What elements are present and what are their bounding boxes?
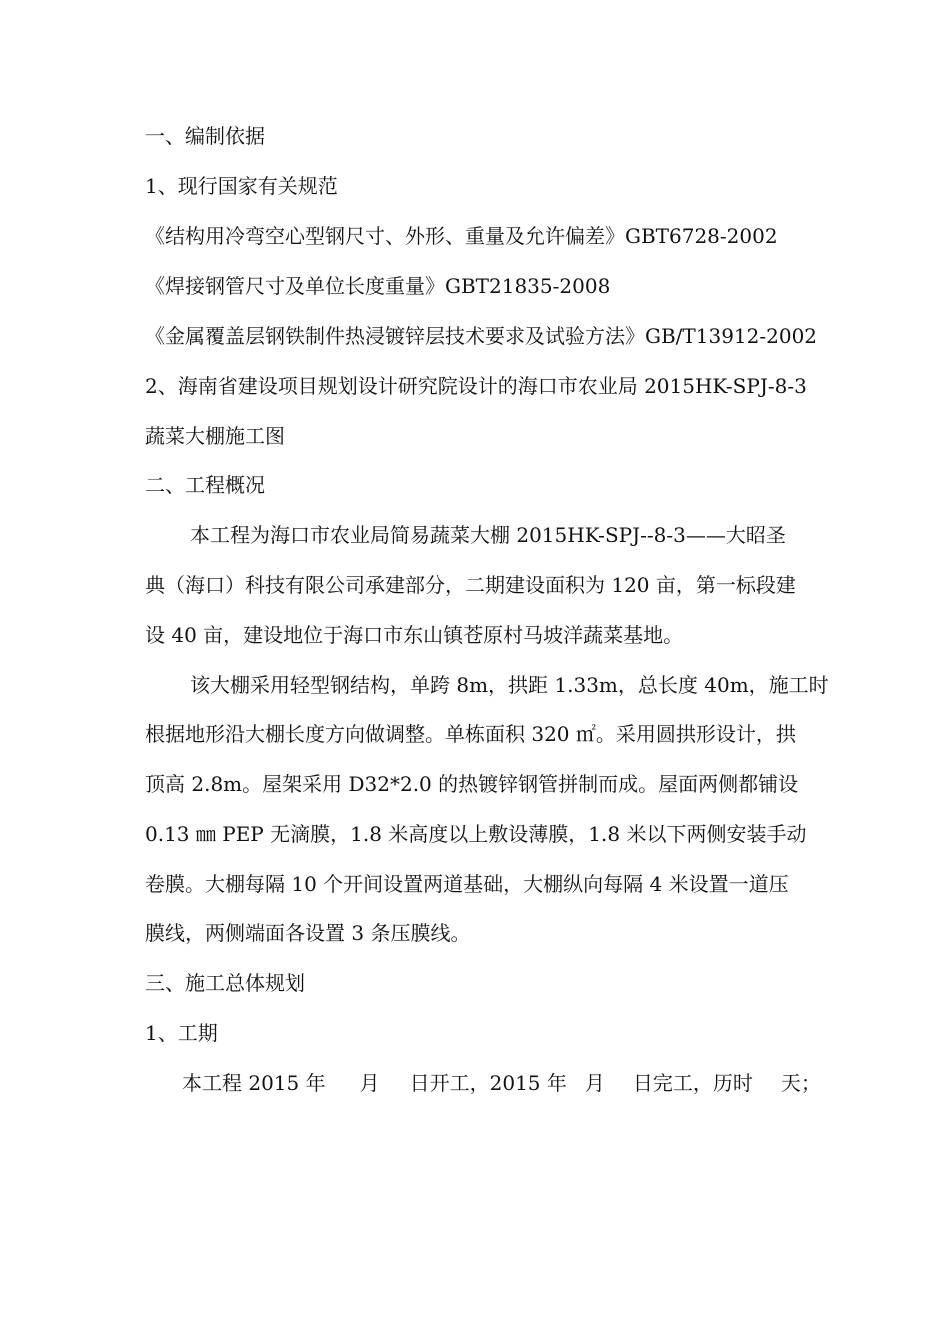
- heading-project-overview: 二、工程概况: [145, 473, 265, 497]
- paragraph-line: 卷膜。大棚每隔 10 个开间设置两道基础，大棚纵向每隔 4 米设置一道压: [145, 872, 789, 896]
- schedule-line: [182, 1070, 821, 1096]
- paragraph-line: 根据地形沿大棚长度方向做调整。单栋面积 320 ㎡。采用圆拱形设计，拱: [145, 722, 796, 746]
- subheading-national-codes: 1、现行国家有关规范: [145, 174, 338, 198]
- heading-construction-planning: 三、施工总体规划: [145, 971, 305, 995]
- schedule-start-day: 日开工，2015 年: [409, 1071, 567, 1095]
- standard-ref-gbt13912: 《金属覆盖层钢铁制件热浸镀锌层技术要求及试验方法》GB/T13912-2002: [145, 324, 818, 348]
- paragraph-line: 0.13 ㎜ PEP 无滴膜，1.8 米高度以上敷设薄膜，1.8 米以下两侧安装手动: [145, 822, 807, 846]
- paragraph-line: 本工程为海口市农业局简易蔬菜大棚 2015HK-SPJ--8-3——大昭圣: [190, 523, 786, 547]
- paragraph-line: 顶高 2.8m。屋架采用 D32*2.0 的热镀锌钢管拼制而成。屋面两侧都铺设: [145, 772, 799, 796]
- schedule-end-month: 月: [584, 1071, 605, 1095]
- schedule-start-year: 本工程 2015 年: [182, 1071, 326, 1095]
- schedule-start-month: 月: [359, 1071, 380, 1095]
- subheading-schedule: 1、工期: [145, 1021, 218, 1045]
- schedule-duration: 天；: [780, 1071, 821, 1095]
- paragraph-line: 典（海口）科技有限公司承建部分，二期建设面积为 120 亩，第一标段建: [145, 573, 796, 597]
- paragraph-line: 设 40 亩，建设地位于海口市东山镇苍原村马坡洋蔬菜基地。: [145, 623, 684, 647]
- standard-ref-gbt21835: 《焊接钢管尺寸及单位长度重量》GBT21835-2008: [145, 274, 611, 298]
- paragraph-line: 该大棚采用轻型钢结构，单跨 8m，拱距 1.33m，总长度 40m，施工时: [190, 673, 829, 697]
- subheading-design-drawings-cont: 蔬菜大棚施工图: [145, 424, 285, 448]
- schedule-end-day: 日完工，历时: [632, 1071, 753, 1095]
- paragraph-line: 膜线，两侧端面各设置 3 条压膜线。: [145, 921, 471, 945]
- standard-ref-gbt6728: 《结构用冷弯空心型钢尺寸、外形、重量及允许偏差》GBT6728-2002: [145, 224, 778, 248]
- subheading-design-drawings: 2、海南省建设项目规划设计研究院设计的海口市农业局 2015HK-SPJ-8-3: [145, 374, 807, 398]
- heading-compilation-basis: 一、编制依据: [145, 124, 265, 148]
